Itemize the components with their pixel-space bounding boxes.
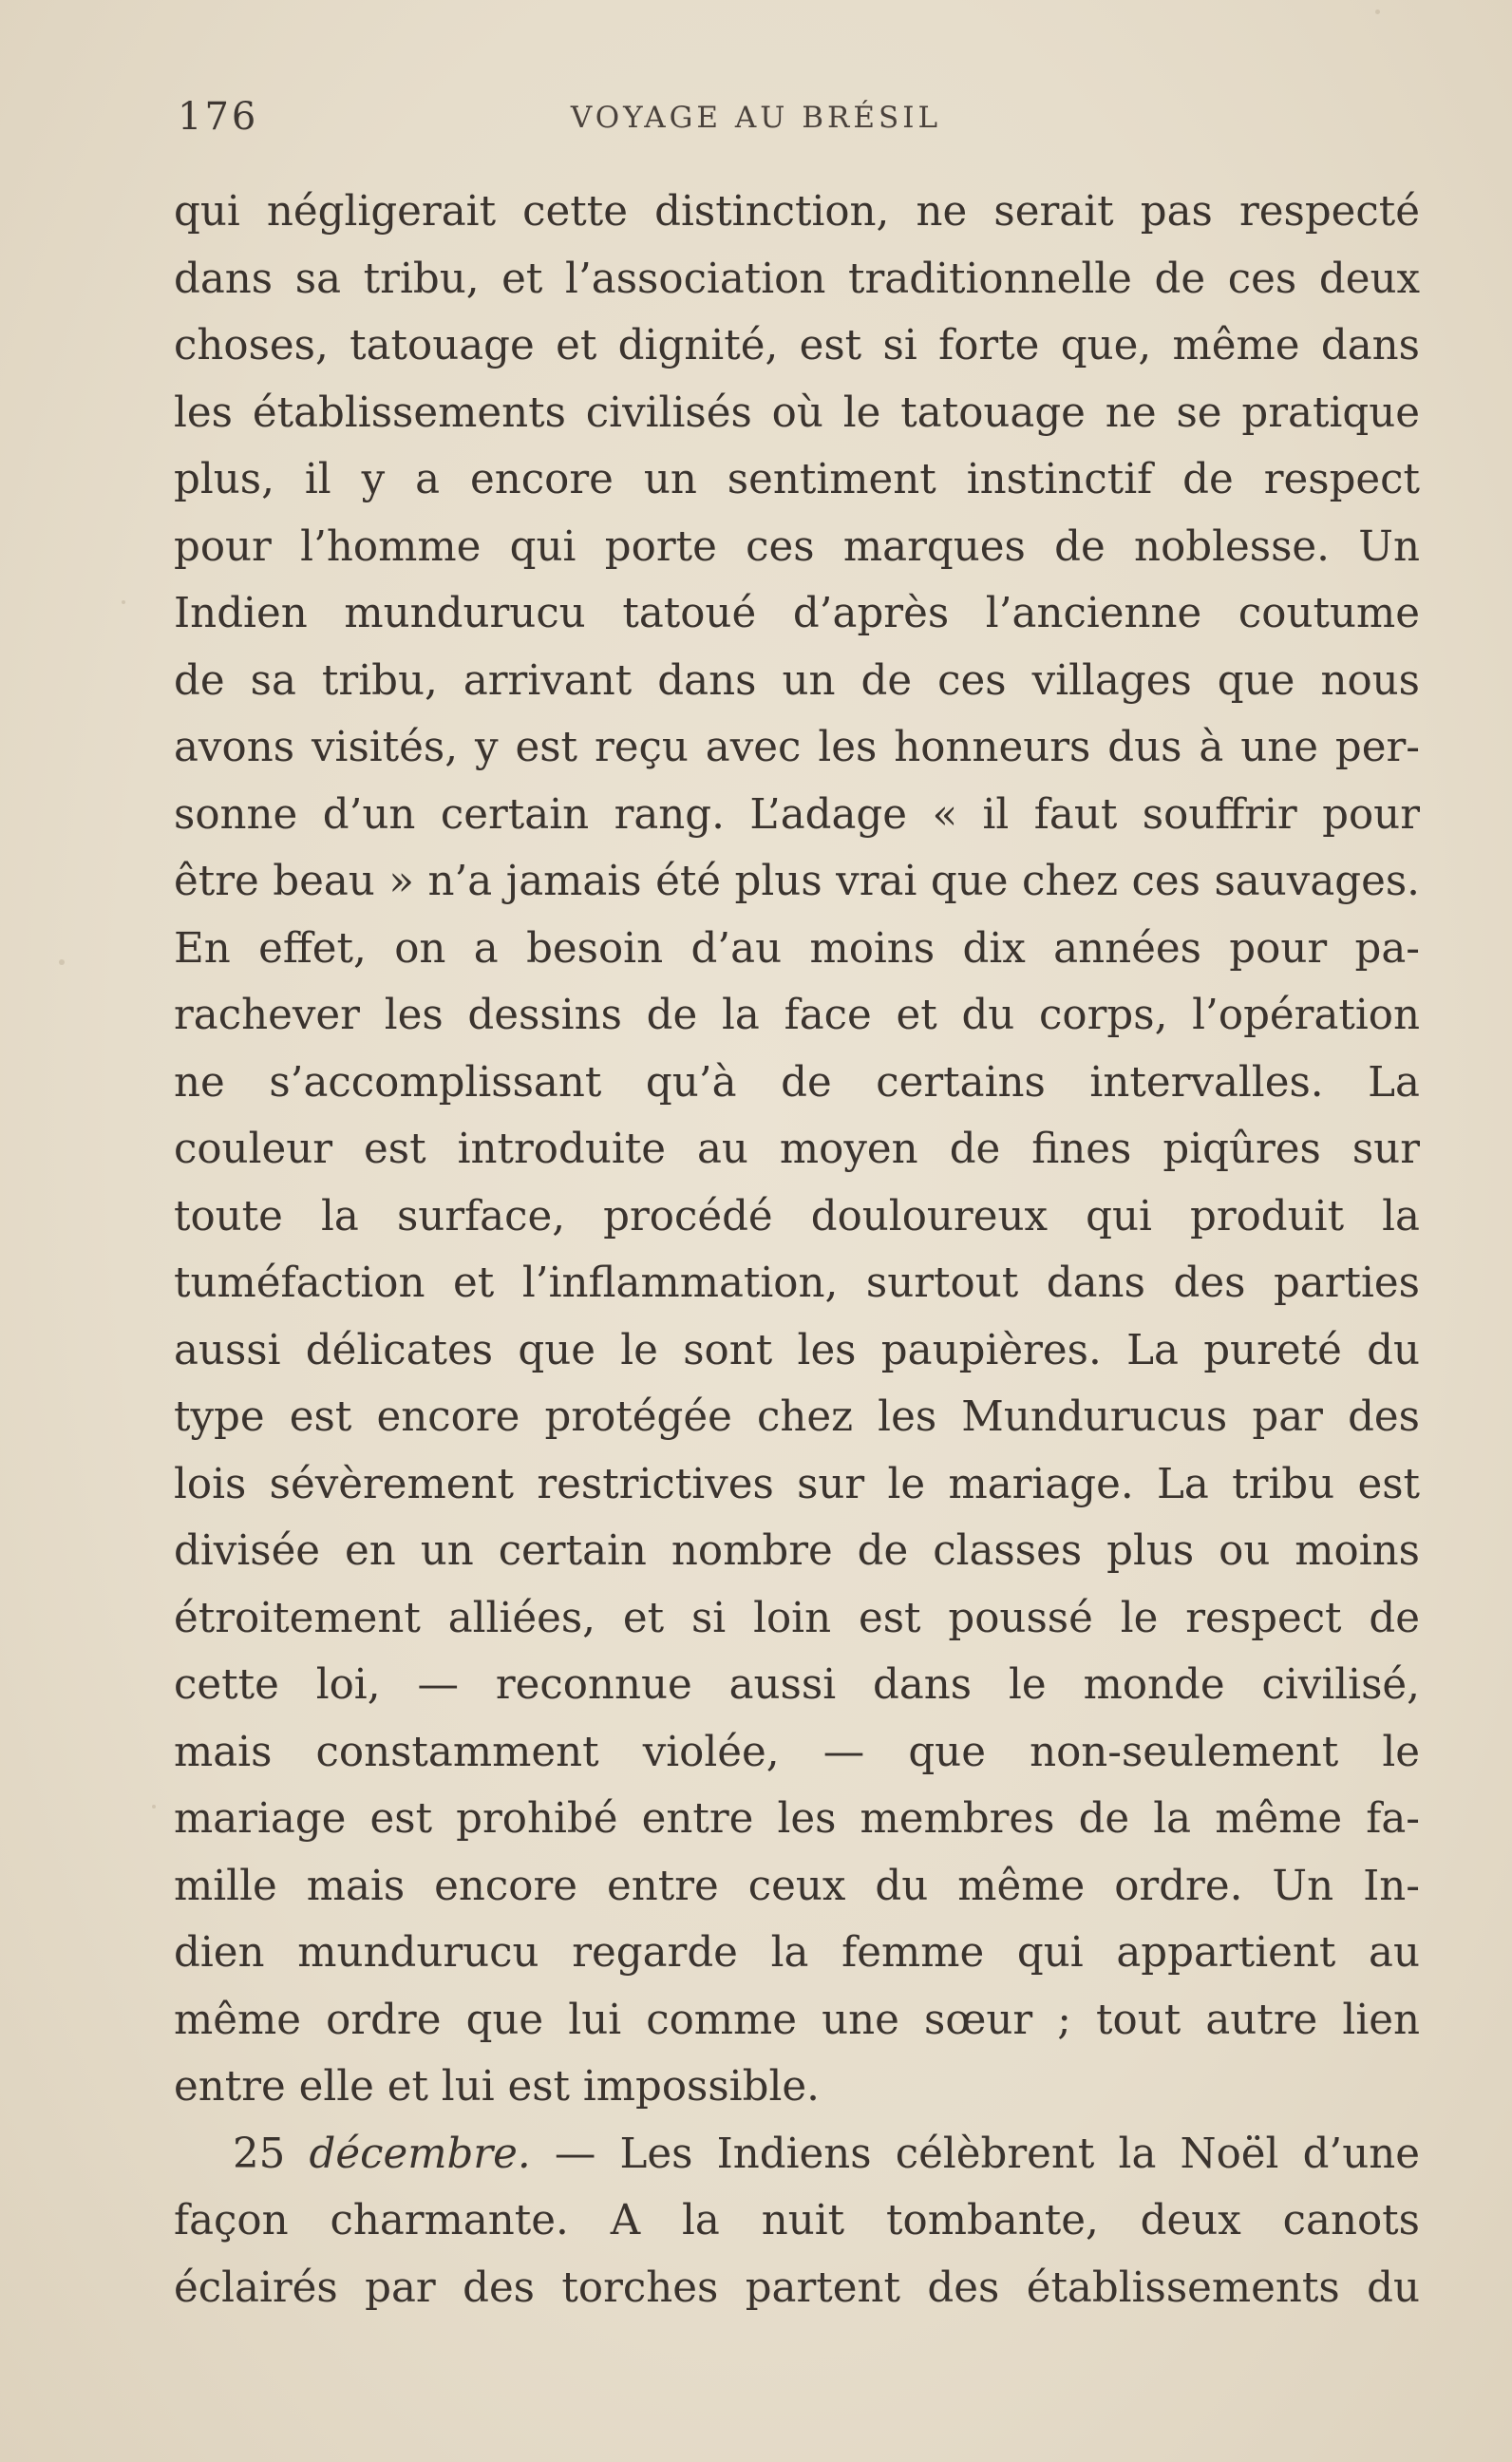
text-line: toute la surface, procédé douloureux qui produit la (174, 1192, 1420, 1240)
text-line: couleur est introduite au moyen de fines piqûres sur (174, 1126, 1420, 1173)
text-line: type est encore protégée chez les Mundurucus par des (174, 1393, 1420, 1441)
text-line: tuméfaction et l’inflammation, surtout dans des parties (174, 1259, 1420, 1307)
paper-speck (152, 1805, 156, 1809)
text-line: pour l’homme qui porte ces marques de noblesse. Un (174, 522, 1420, 571)
date-month: décembre. (309, 2130, 531, 2178)
text-line: être beau » n’a jamais été plus vrai que chez ces sauvages. (174, 858, 1420, 905)
text-line: cette loi, — reconnue aussi dans le monde civilisé, (174, 1661, 1420, 1709)
text-line: façon charmante. A la nuit tombante, deux canots (174, 2197, 1420, 2244)
dated-paragraph-text: — Les Indiens célèbrent la Noël d’une (554, 2130, 1420, 2178)
text-line: divisée en un certain nombre de classes plus ou moins (174, 1527, 1420, 1575)
text-line: Indien mundurucu tatoué d’après l’ancienne coutume (174, 590, 1420, 637)
paper-speck (1375, 9, 1380, 14)
date-day: 25 (233, 2130, 286, 2178)
running-title: VOYAGE AU BRÉSIL (570, 101, 942, 135)
text-line: éclairés par des torches partent des établissements du (174, 2263, 1420, 2312)
text-line: aussi délicates que le sont les paupières. La pureté du (174, 1326, 1420, 1374)
text-line: mais constamment violée, — que non-seulement le (174, 1728, 1420, 1776)
text-line: plus, il y a encore un sentiment instinctif de respect (174, 456, 1420, 503)
text-line: dans sa tribu, et l’association traditionnelle de ces deux (174, 255, 1420, 303)
text-line: entre elle et lui est impossible. (174, 2063, 820, 2111)
text-line: avons visités, y est reçu avec les honneurs dus à une per- (174, 724, 1420, 771)
text-line: même ordre que lui comme une sœur ; tout autre lien (174, 1996, 1420, 2044)
text-line: qui négligerait cette distinction, ne serait pas respecté (174, 188, 1420, 236)
text-line: étroitement alliées, et si loin est poussé le respect de (174, 1594, 1420, 1642)
text-line: ne s’accomplissant qu’à de certains intervalles. La (174, 1058, 1420, 1107)
text-line: dien mundurucu regarde la femme qui appartient au (174, 1929, 1420, 1977)
text-line: sonne d’un certain rang. L’adage « il faut souffrir pour (174, 790, 1420, 839)
text-line: En effet, on a besoin d’au moins dix années pour pa- (174, 924, 1420, 973)
text-line: de sa tribu, arrivant dans un de ces villages que nous (174, 656, 1420, 705)
paper-speck (122, 600, 125, 604)
paper-speck (59, 959, 65, 965)
text-line: mille mais encore entre ceux du même ordre. Un In- (174, 1862, 1420, 1910)
text-line: choses, tatouage et dignité, est si forte que, même dans (174, 322, 1420, 369)
text-line: lois sévèrement restrictives sur le mariage. La tribu est (174, 1460, 1420, 1508)
text-line: les établissements civilisés où le tatouage ne se pratique (174, 388, 1420, 437)
dated-paragraph-first-line (174, 2121, 1420, 2188)
text-line: rachever les dessins de la face et du corps, l’opération (174, 992, 1420, 1039)
page-number: 176 (178, 95, 259, 139)
text-line: mariage est prohibé entre les membres de la même fa- (174, 1795, 1420, 1843)
body-text (174, 179, 1420, 2321)
